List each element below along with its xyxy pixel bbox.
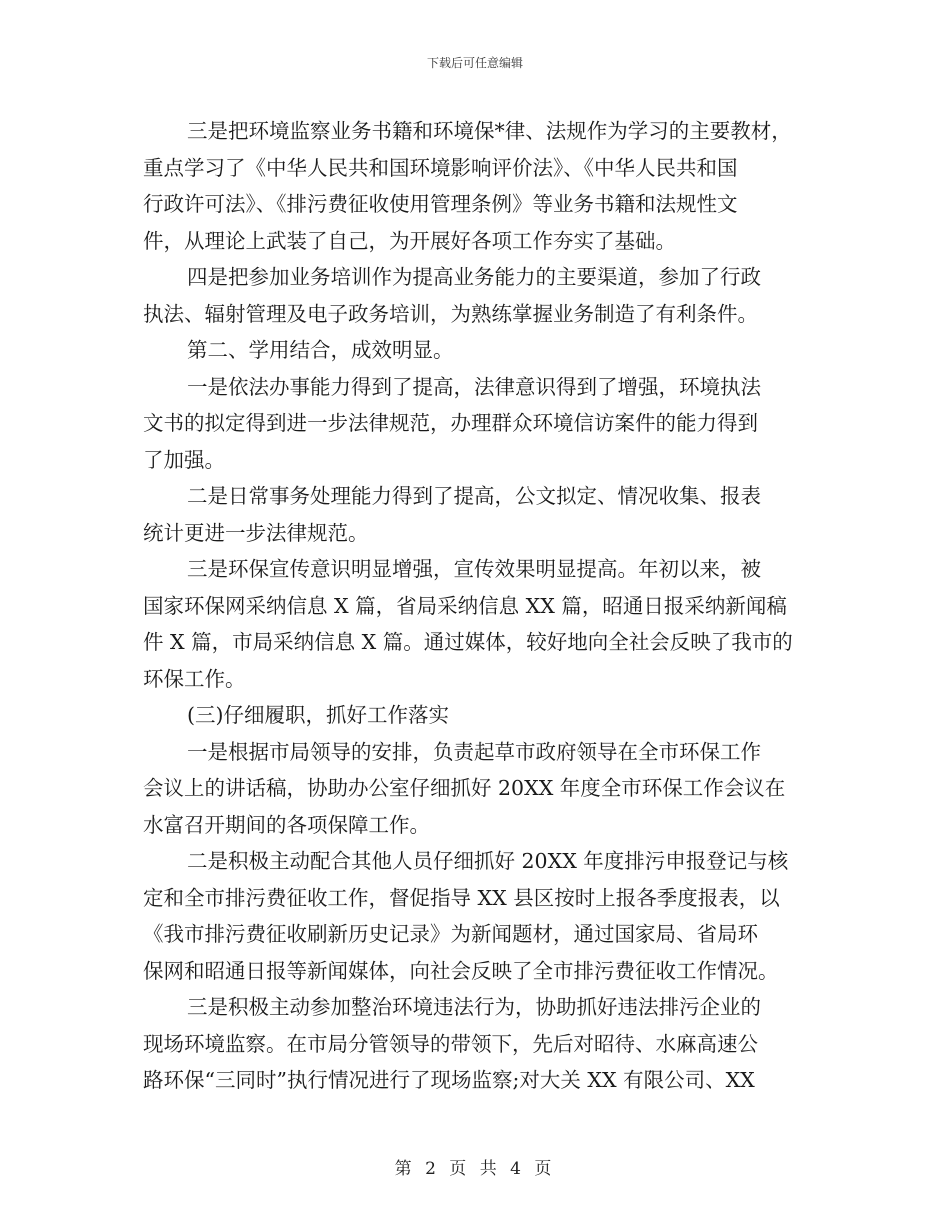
text-line: 三是把环境监察业务书籍和环境保*律、法规作为学习的主要教材，	[187, 119, 792, 143]
text-line: 统计更进一步法律规范。	[143, 520, 369, 545]
text-line: 第二、学用结合，成效明显。	[187, 338, 454, 362]
text-line: 《我市排污费征收刷新历史记录》为新闻题材，通过国家局、省局环	[143, 922, 758, 946]
text-line: 件，从理论上武装了自己，为开展好各项工作夯实了基础。	[143, 228, 676, 253]
text-line: 一是依法办事能力得到了提高，法律意识得到了增强，环境执法	[187, 374, 761, 399]
page-header: 下载后可任意编辑	[426, 56, 523, 70]
text-line: 执法、辐射管理及电子政务培训，为熟练掌握业务制造了有利条件。	[143, 301, 758, 326]
text-line: 环保工作。	[143, 666, 246, 691]
text-line: 水富召开期间的各项保障工作。	[143, 812, 430, 837]
document-body	[143, 113, 823, 1099]
text-line: 定和全市排污费征收工作，督促指导 XX 县区按时上报各季度报表，以	[143, 885, 780, 910]
text-line: 行政许可法》、《排污费征收使用管理条例》等业务书籍和法规性文	[143, 192, 738, 216]
text-line: 现场环境监察。在市局分管领导的带领下，先后对昭待、水麻高速公	[143, 1031, 758, 1056]
text-line: 重点学习了《中华人民共和国环境影响评价法》、《中华人民共和国	[143, 155, 738, 180]
text-line: 路环保“三同时”执行情况进行了现场监察;对大关 XX 有限公司、XX	[143, 1068, 755, 1092]
text-line: 会议上的讲话稿，协助办公室仔细抓好 20XX 年度全市环保工作会议在	[143, 776, 786, 800]
text-line: 了加强。	[143, 447, 225, 472]
text-line: 三是环保宣传意识明显增强，宣传效果明显提高。年初以来，被	[187, 557, 761, 581]
text-line: 三是积极主动参加整治环境违法行为，协助抓好违法排污企业的	[187, 995, 761, 1019]
text-line: 文书的拟定得到进一步法律规范，办理群众环境信访案件的能力得到	[143, 411, 758, 435]
text-line: 国家环保网采纳信息 X 篇，省局采纳信息 XX 篇，昭通日报采纳新闻稿	[143, 593, 787, 618]
page-footer: 第 2 页 共 4 页	[394, 1159, 556, 1179]
text-line: 保网和昭通日报等新闻媒体，向社会反映了全市排污费征收工作情况。	[143, 958, 779, 983]
text-line: (三)仔细履职，抓好工作落实	[187, 703, 449, 727]
text-line: 件 X 篇，市局采纳信息 X 篇。通过媒体，较好地向全社会反映了我市的	[143, 630, 793, 654]
text-line: 四是把参加业务培训作为提高业务能力的主要渠道，参加了行政	[187, 265, 761, 289]
text-line: 一是根据市局领导的安排，负责起草市政府领导在全市环保工作	[187, 739, 761, 764]
text-line: 二是积极主动配合其他人员仔细抓好 20XX 年度排污申报登记与核	[187, 849, 789, 873]
text-line: 二是日常事务处理能力得到了提高，公文拟定、情况收集、报表	[187, 484, 761, 508]
